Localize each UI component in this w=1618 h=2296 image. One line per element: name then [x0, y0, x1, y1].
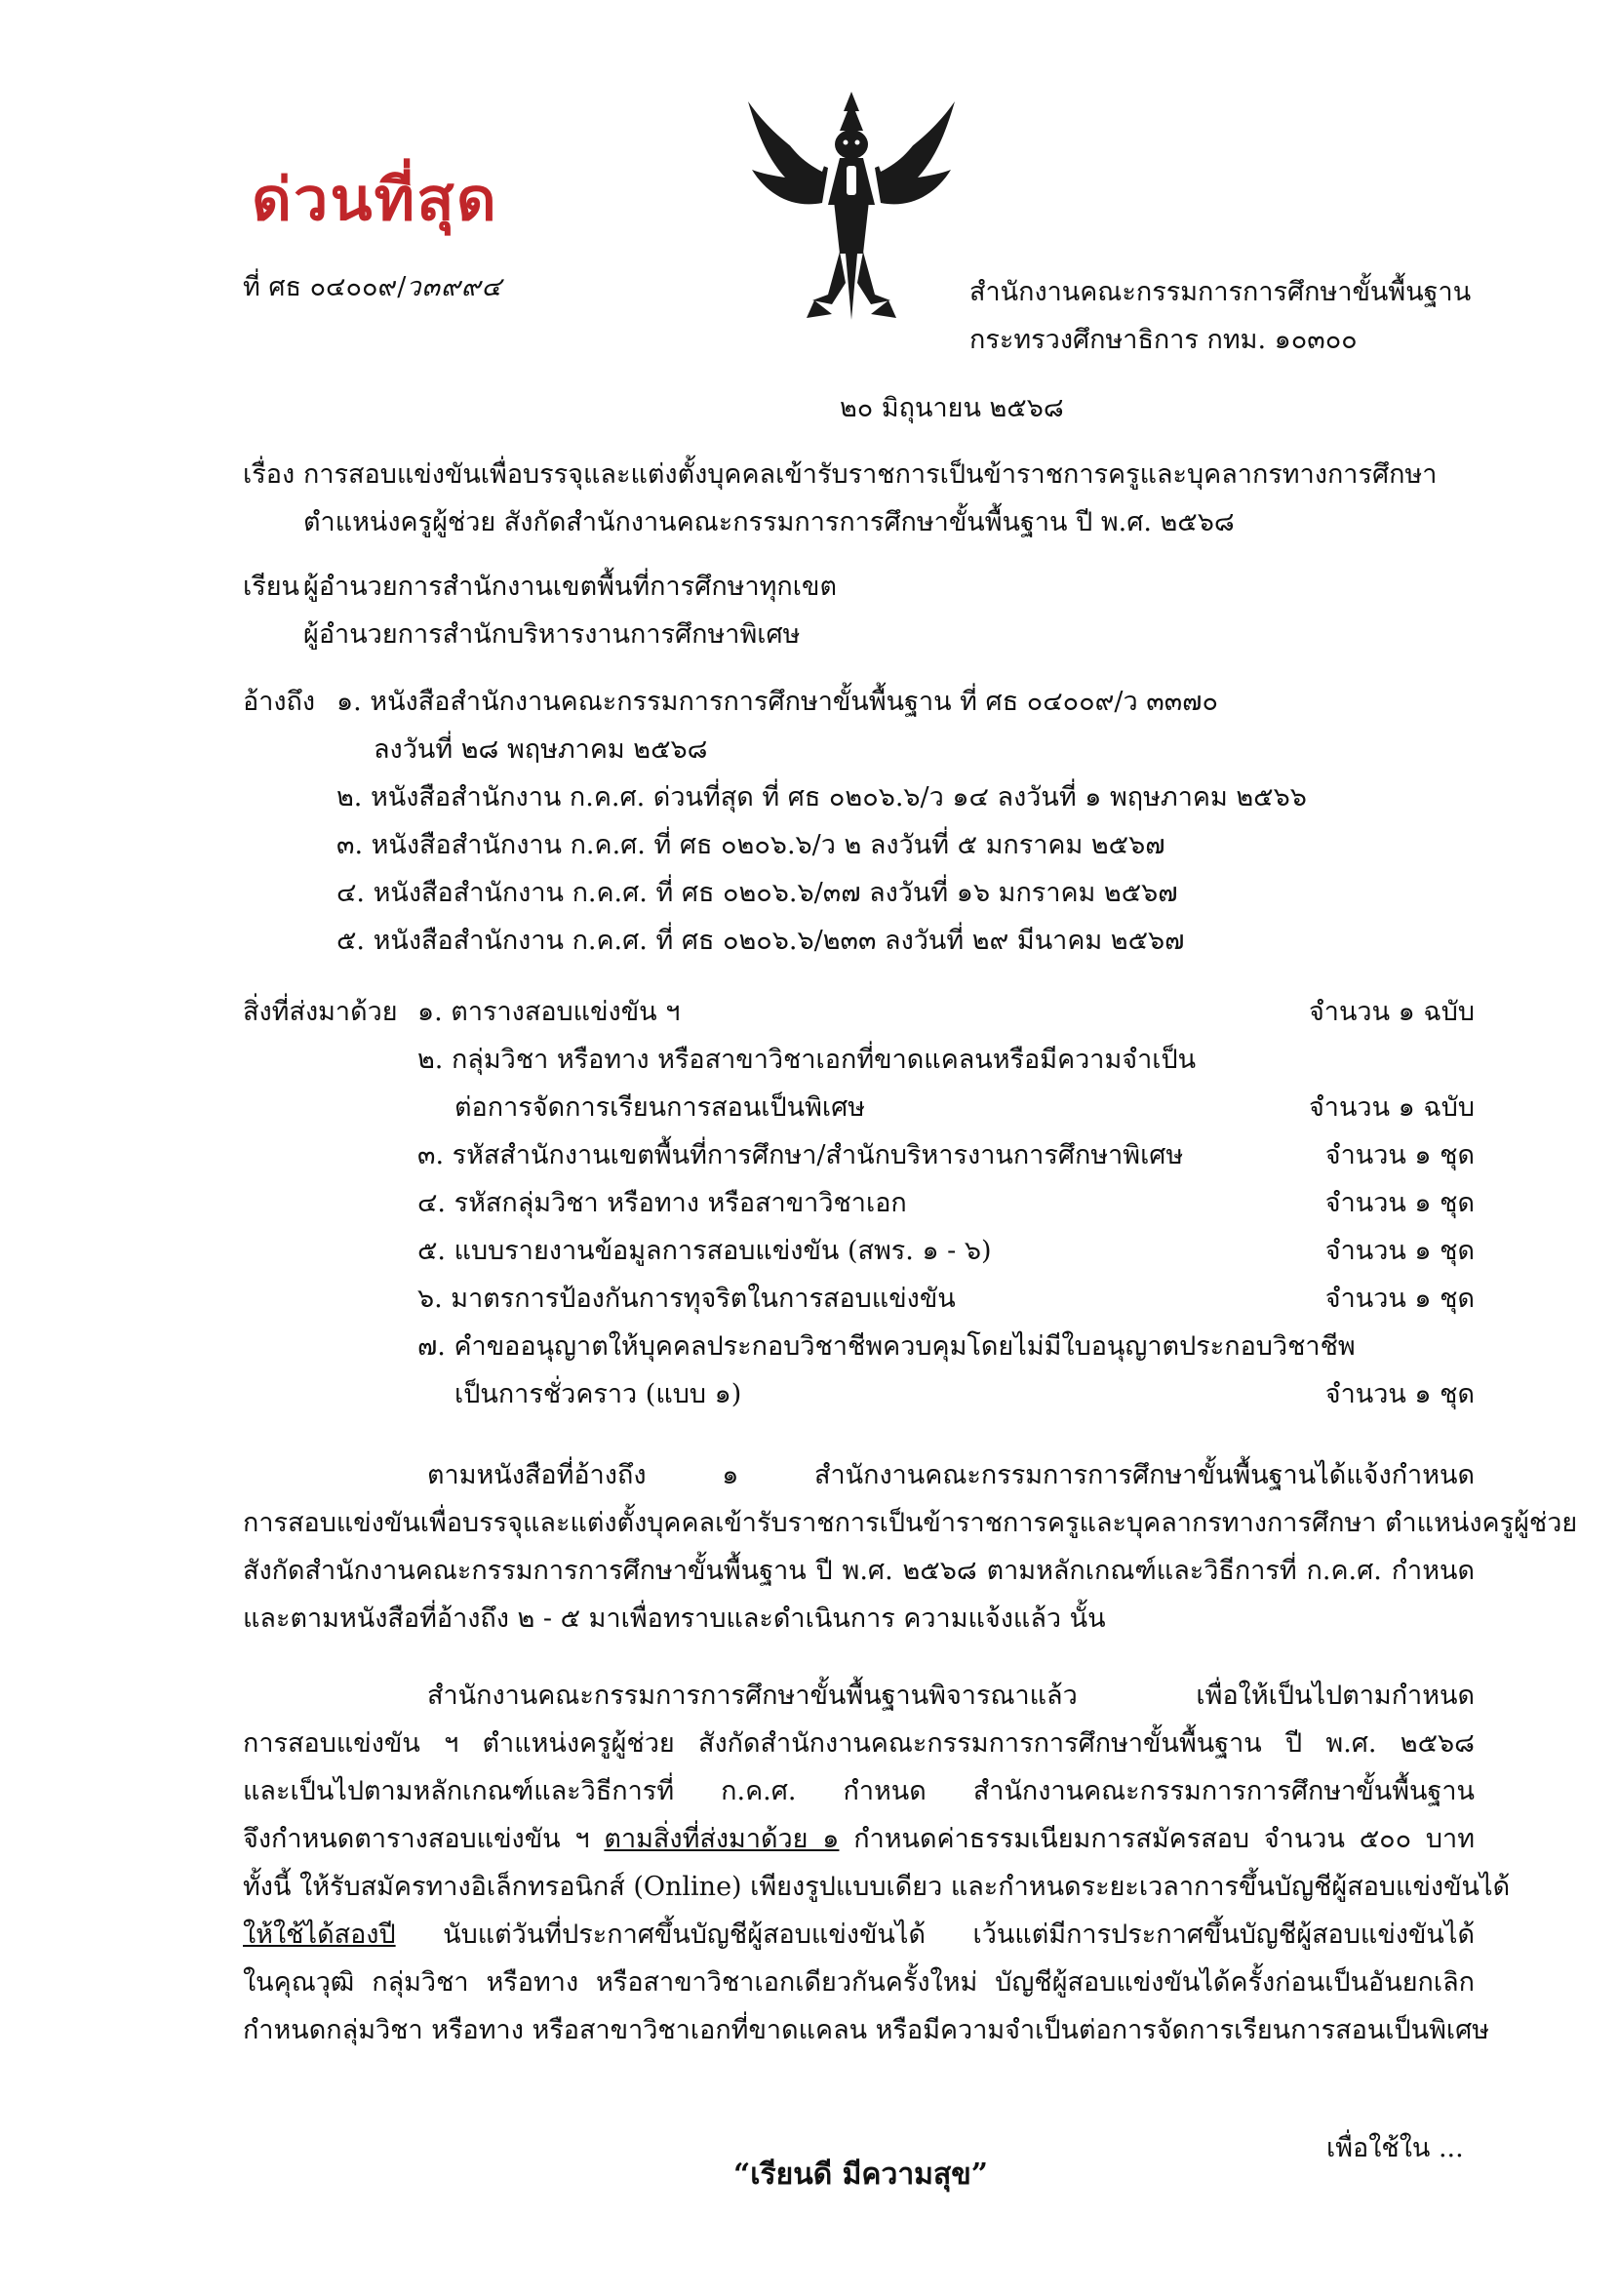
references-label: อ้างถึง [243, 687, 316, 717]
paragraph-line: ตามหนังสือที่อ้างถึง ๑ สำนักงานคณะกรรมการการศึกษาขั้นพื้นฐานได้แจ้งกำหนด [427, 1460, 1475, 1490]
enclosure-item-continued: ต่อการจัดการเรียนการสอนเป็นพิเศษ [454, 1092, 866, 1123]
paragraph-line [243, 1911, 1475, 1959]
enclosure-quantity: จำนวน ๑ ฉบับ [1308, 997, 1475, 1027]
underlined-enclosure-ref: ตามสิ่งที่ส่งมาด้วย ๑ [604, 1824, 840, 1854]
references-section [243, 678, 1307, 965]
reference-number-prefix: ที่ ศธ ๐๔๐๐๙/ [243, 272, 407, 302]
reference-number [243, 263, 502, 311]
paragraph-text: จึงกำหนดตารางสอบแข่งขัน ฯ [243, 1824, 605, 1854]
enclosure-item-continued: เป็นการชั่วคราว (แบบ ๑) [454, 1379, 742, 1409]
paragraph-line: การสอบแข่งขัน ฯ ตำแหน่งครูผู้ช่วย สังกัดสำนักงานคณะกรรมการการศึกษาขั้นพื้นฐาน ปี พ.ศ. ๒๕๖๘ [243, 1728, 1475, 1759]
office-name: สำนักงานคณะกรรมการการศึกษาขั้นพื้นฐาน [969, 277, 1472, 307]
reference-item: ๓. หนังสือสำนักงาน ก.ค.ศ. ที่ ศธ ๐๒๐๖.๖/ว ๒ ลงวันที่ ๕ มกราคม ๒๕๖๗ [336, 830, 1165, 860]
enclosure-quantity: จำนวน ๑ ชุด [1324, 1284, 1475, 1314]
enclosure-item: ๔. รหัสกลุ่มวิชา หรือทาง หรือสาขาวิชาเอก [417, 1188, 907, 1218]
paragraph-line: สำนักงานคณะกรรมการการศึกษาขั้นพื้นฐานพิจารณาแล้ว เพื่อให้เป็นไปตามกำหนด [427, 1681, 1475, 1711]
enclosure-quantity: จำนวน ๑ ชุด [1324, 1188, 1475, 1218]
paragraph-line: การสอบแข่งขันเพื่อบรรจุและแต่งตั้งบุคคลเข้ารับราชการเป็นข้าราชการครูและบุคลากรทางการศึกษา ตำแหน่งครูผู้ช่วย [243, 1508, 1578, 1538]
enclosure-quantity: จำนวน ๑ ชุด [1324, 1140, 1475, 1170]
addressee-line: ผู้อำนวยการสำนักงานเขตพื้นที่การศึกษาทุกเขต [303, 572, 837, 602]
paragraph-text: นับแต่วันที่ประกาศขึ้นบัญชีผู้สอบแข่งขันได้ เว้นแต่มีการประกาศขึ้นบัญชีผู้สอบแข่งขันได้ [395, 1920, 1475, 1950]
reference-item: ๑. หนังสือสำนักงานคณะกรรมการการศึกษาขั้นพื้นฐาน ที่ ศธ ๐๔๐๐๙/ว ๓๓๗๐ [336, 687, 1218, 717]
paragraph-line [243, 1815, 1475, 1863]
enclosures-section [243, 988, 1475, 1418]
subject-line: การสอบแข่งขันเพื่อบรรจุและแต่งตั้งบุคคลเข้ารับราชการเป็นข้าราชการครูและบุคลากรทางการศึกษา [303, 459, 1438, 490]
enclosure-item: ๖. มาตรการป้องกันการทุจริตในการสอบแข่งขัน [417, 1284, 956, 1314]
closing-slogan: “เรียนดี มีความสุข” [733, 2157, 989, 2192]
subject-label: เรื่อง [243, 459, 296, 490]
reference-item: ลงวันที่ ๒๘ พฤษภาคม ๒๕๖๘ [374, 734, 708, 765]
issuing-office [969, 268, 1471, 364]
enclosure-item: ๓. รหัสสำนักงานเขตพื้นที่การศึกษา/สำนักบริหารงานการศึกษาพิเศษ [417, 1140, 1184, 1170]
subject-section [243, 451, 1437, 546]
reference-item: ๕. หนังสือสำนักงาน ก.ค.ศ. ที่ ศธ ๐๒๐๖.๖/๒๓๓ ลงวันที่ ๒๙ มีนาคม ๒๕๖๗ [336, 926, 1185, 956]
reference-item: ๔. หนังสือสำนักงาน ก.ค.ศ. ที่ ศธ ๐๒๐๖.๖/๓๗ ลงวันที่ ๑๖ มกราคม ๒๕๖๗ [336, 878, 1178, 908]
continued-note: เพื่อใช้ใน ... [1326, 2133, 1464, 2163]
subject-line: ตำแหน่งครูผู้ช่วย สังกัดสำนักงานคณะกรรมการการศึกษาขั้นพื้นฐาน ปี พ.ศ. ๒๕๖๘ [303, 507, 1235, 537]
addressee-label: เรียน [243, 572, 300, 602]
enclosure-item: ๕. แบบรายงานข้อมูลการสอบแข่งขัน (สพร. ๑ - ๖) [417, 1236, 992, 1266]
letter-date: ๒๐ มิถุนายน ๒๕๖๘ [840, 393, 1064, 423]
body-paragraph-2 [243, 1672, 1511, 2054]
paragraph-text: กำหนดค่าธรรมเนียมการสมัครสอบ จำนวน ๕๐๐ บาท [839, 1824, 1475, 1854]
urgent-stamp: ด่วนที่สุด [252, 166, 498, 234]
body-paragraph-1 [243, 1451, 1578, 1643]
paragraph-line: ในคุณวุฒิ กลุ่มวิชา หรือทาง หรือสาขาวิชาเอกเดียวกันครั้งใหม่ บัญชีผู้สอบแข่งขันได้ครั้งก่อนเป็นอันยกเลิก [243, 1967, 1475, 1998]
paragraph-line: และเป็นไปตามหลักเกณฑ์และวิธีการที่ ก.ค.ศ. กำหนด สำนักงานคณะกรรมการการศึกษาขั้นพื้นฐาน [243, 1776, 1475, 1806]
garuda-emblem-icon [738, 88, 965, 332]
enclosures-label: สิ่งที่ส่งมาด้วย [243, 997, 398, 1027]
enclosure-quantity: จำนวน ๑ ชุด [1324, 1379, 1475, 1409]
enclosure-item: ๒. กลุ่มวิชา หรือทาง หรือสาขาวิชาเอกที่ขาดแคลนหรือมีความจำเป็น [417, 1045, 1197, 1075]
addressee-section [243, 563, 837, 658]
reference-number-handwritten: ว๓๙๙๔ [406, 272, 502, 302]
enclosure-item: ๑. ตารางสอบแข่งขัน ฯ [417, 997, 681, 1027]
underlined-validity-period: ให้ใช้ได้สองปี [243, 1920, 396, 1950]
addressee-line: ผู้อำนวยการสำนักบริหารงานการศึกษาพิเศษ [303, 619, 801, 650]
office-address: กระทรวงศึกษาธิการ กทม. ๑๐๓๐๐ [969, 325, 1358, 355]
enclosure-quantity: จำนวน ๑ ฉบับ [1308, 1092, 1475, 1123]
paragraph-line: กำหนดกลุ่มวิชา หรือทาง หรือสาขาวิชาเอกที่ขาดแคลน หรือมีความจำเป็นต่อการจัดการเรียนการสอนเป็นพิเศษ [243, 2015, 1490, 2045]
paragraph-line: และตามหนังสือที่อ้างถึง ๒ - ๕ มาเพื่อทราบและดำเนินการ ความแจ้งแล้ว นั้น [243, 1603, 1106, 1634]
enclosure-item: ๗. คำขออนุญาตให้บุคคลประกอบวิชาชีพควบคุมโดยไม่มีใบอนุญาตประกอบวิชาชีพ [417, 1331, 1356, 1362]
enclosure-quantity: จำนวน ๑ ชุด [1324, 1236, 1475, 1266]
paragraph-line: สังกัดสำนักงานคณะกรรมการการศึกษาขั้นพื้นฐาน ปี พ.ศ. ๒๕๖๘ ตามหลักเกณฑ์และวิธีการที่ ก.ค.ศ. กำหนด [243, 1556, 1475, 1586]
paragraph-line: ทั้งนี้ ให้รับสมัครทางอิเล็กทรอนิกส์ (Online) เพียงรูปแบบเดียว และกำหนดระยะเวลาการขึ้นบัญชีผู้สอบแข่งขันได้ [243, 1872, 1511, 1902]
reference-item: ๒. หนังสือสำนักงาน ก.ค.ศ. ด่วนที่สุด ที่ ศธ ๐๒๐๖.๖/ว ๑๔ ลงวันที่ ๑ พฤษภาคม ๒๕๖๖ [336, 782, 1307, 812]
